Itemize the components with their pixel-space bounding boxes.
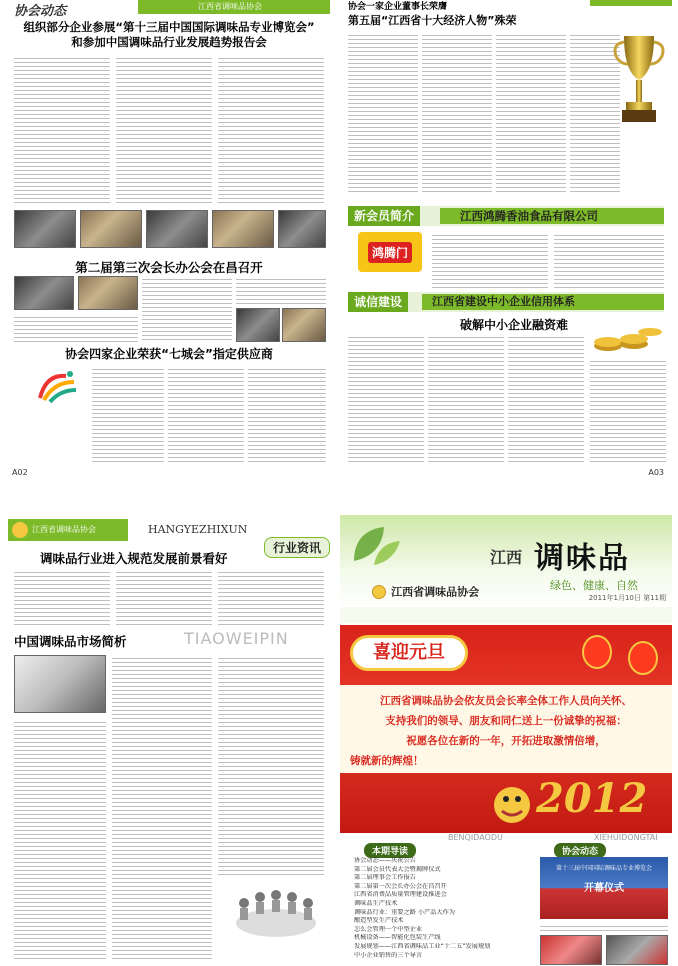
leaf-decoration [344,521,404,571]
expo-photo [80,210,142,248]
article-text-block [590,358,666,464]
association-badge [372,581,479,597]
new-member-company-bar [440,208,664,224]
greeting-badge [350,635,468,671]
masthead [340,515,672,607]
article-text-block [142,276,232,342]
article-text-block [218,55,324,205]
article-text-block [14,55,110,205]
header-green-bar [8,519,128,541]
header-logo-text: 江西省调味品协会 [32,525,96,534]
photo-caption-line [540,923,668,931]
article-text-block [432,232,548,288]
article-text-block [348,334,424,464]
toc-item: 机械设备——智能化包装生产线 [354,934,441,942]
toc-item: 酿造型发生产技术 [354,917,404,925]
meeting-photo [14,276,74,310]
toc-panel [340,833,530,966]
headline-expo [8,20,330,50]
headline-market-text: 中国调味品市场简析 [14,634,127,649]
toc-item: 中小企业销售的三个导言 [354,951,423,959]
article-text-block [14,719,106,959]
new-member-banner [348,206,664,226]
trophy-image [610,28,668,138]
toc-label: 本期导读 [364,843,416,858]
toc-header [364,833,503,857]
news-label: 协会动态 [554,843,606,858]
article-text-block [508,334,584,464]
article-text-block [218,655,324,875]
header-green-bar [138,0,330,14]
expo-sign-text: 开幕仪式 [584,883,624,894]
headline-figure-line2: 第五届“江西省十大经济人物”殊荣 [348,14,517,27]
expo-photo [14,210,76,248]
dragon-image [490,775,534,827]
toc-item: 发展规划——江西省调味品工业“十二五”发展规划 [354,942,491,950]
headline-expo-line1: 组织部分企业参展“第十三届中国国际调味品专业博览会” [23,20,315,34]
meeting-photo [282,308,326,342]
page-a02 [8,0,330,482]
header-tag: 行业资讯 [264,537,330,558]
article-text-block [248,366,326,462]
city-games-emblem [36,368,80,406]
toc-item: 第二届理事会工作报告 [354,874,416,882]
brand-logo-text: 鸿腾门 [368,242,412,263]
news-pinyin: XIEHUIDONGTAI [594,833,658,842]
integrity-banner [348,292,664,312]
greeting-line: 江西省调味品协会依友员会长率全体工作人员向关怀、 [380,695,632,707]
page-industry-news [8,515,330,966]
greeting-line: 祝愿各位在新的一年，开拓进取激情倍增， [406,735,606,747]
toc-item: 协会动态——庆祝公告 [354,857,416,864]
spread-gutter [0,482,678,515]
coins-image [590,318,666,354]
brand-logo [358,232,422,272]
banner-greeting: 喜迎元旦 [373,642,445,663]
toc-item: 调味品生产技术 [354,899,398,907]
article-text-block [236,276,326,306]
meeting-photo [236,308,280,342]
business-figures-image [228,881,324,951]
news-panel [534,833,672,966]
toc-item: 怎么会管理一个中型企业 [354,925,423,933]
headline-market [14,631,330,650]
article-text-block [422,32,492,192]
toc-item: 江西省消费品质量管理建设推进会 [354,891,447,899]
lantern-icon [582,635,612,669]
integrity-title: 江西省建设中小企业信用体系 [432,295,575,308]
page-header [8,519,330,555]
toc-item: 第二届第一次会长办公会在昌召开 [354,882,447,890]
lantern-icon [628,641,658,675]
page-header [8,0,330,19]
new-member-tag: 新会员简介 [348,206,420,226]
header-script-title: 协会动态 [14,4,67,19]
integrity-tag: 诚信建设 [348,292,408,312]
article-text-block [348,32,418,192]
header-logo-text: 江西省调味品协会 [198,2,262,11]
greeting-message [340,685,672,773]
association-logo-icon [12,522,28,538]
exhibition-photo [606,935,668,965]
expo-photo [212,210,274,248]
article-text-block [116,569,212,627]
headline-market-pinyin: TIAOWEIPIN [184,629,289,648]
page-cover [340,515,672,966]
article-text-block [496,32,566,192]
article-text-block [428,334,504,464]
article-text-block [92,366,164,462]
header-pinyin: HANGYEZHIXUN [148,523,248,536]
masthead-slogan: 绿色、健康、自然 [550,579,638,592]
article-text-block [14,314,138,342]
article-text-block [168,366,244,462]
masthead-info-strip [340,607,672,623]
masthead-title: 调味品 [534,541,630,576]
header-green-bar [590,0,672,6]
toc-pinyin: BENQIDAODU [448,833,503,842]
exhibition-photo [540,935,602,965]
toc-item: 调味品行业：重要之路 小产品大作为 [354,908,455,916]
issue-info: 2011年1月10日 第11期 [588,594,666,602]
page-number: A02 [12,468,28,477]
page-a03 [340,0,672,482]
association-logo-icon [372,585,386,599]
article-text-block [554,232,664,288]
association-name: 江西省调味品协会 [391,585,480,599]
integrity-title-bar [422,294,664,310]
article-text-block [14,569,110,627]
writing-photo [14,655,106,713]
expo-photo [146,210,208,248]
toc-item: 第二届会员代表大会暨揭牌仪式 [354,865,441,873]
news-header [554,833,658,857]
new-year-banner [340,625,672,833]
meeting-photo [78,276,138,310]
article-text-block [116,55,212,205]
page-number: A03 [648,468,664,477]
toc-list [354,857,526,960]
expo-stage-photo [540,857,668,919]
new-member-company: 江西鸿腾香油食品有限公司 [460,209,598,223]
headline-meeting: 第二届第三次会长办公会在昌召开 [75,260,263,275]
article-text-block [112,655,212,959]
integrity-subtitle: 破解中小企业融资难 [460,318,569,332]
headline-economic-figure [348,0,588,28]
greeting-line: 铸就新的辉煌！ [350,755,424,767]
masthead-region: 江西 [490,548,523,567]
year-number: 2012 [536,775,648,822]
headline-figure-line1: 协会一家企业董事长荣膺 [348,2,448,12]
headline-expo-line2: 和参加中国调味品行业发展趋势报告会 [71,35,267,49]
headline-industry: 调味品行业进入规范发展前景看好 [40,551,228,566]
expo-photo [278,210,326,248]
greeting-line: 支持我们的领导、朋友和同仁送上一份诚挚的祝福： [385,715,627,727]
article-text-block [218,569,324,627]
headline-city-games: 协会四家企业荣获“七城会”指定供应商 [65,347,273,361]
expo-banner-text: 第十三届中国国际调味品专业博览会 [555,865,652,872]
